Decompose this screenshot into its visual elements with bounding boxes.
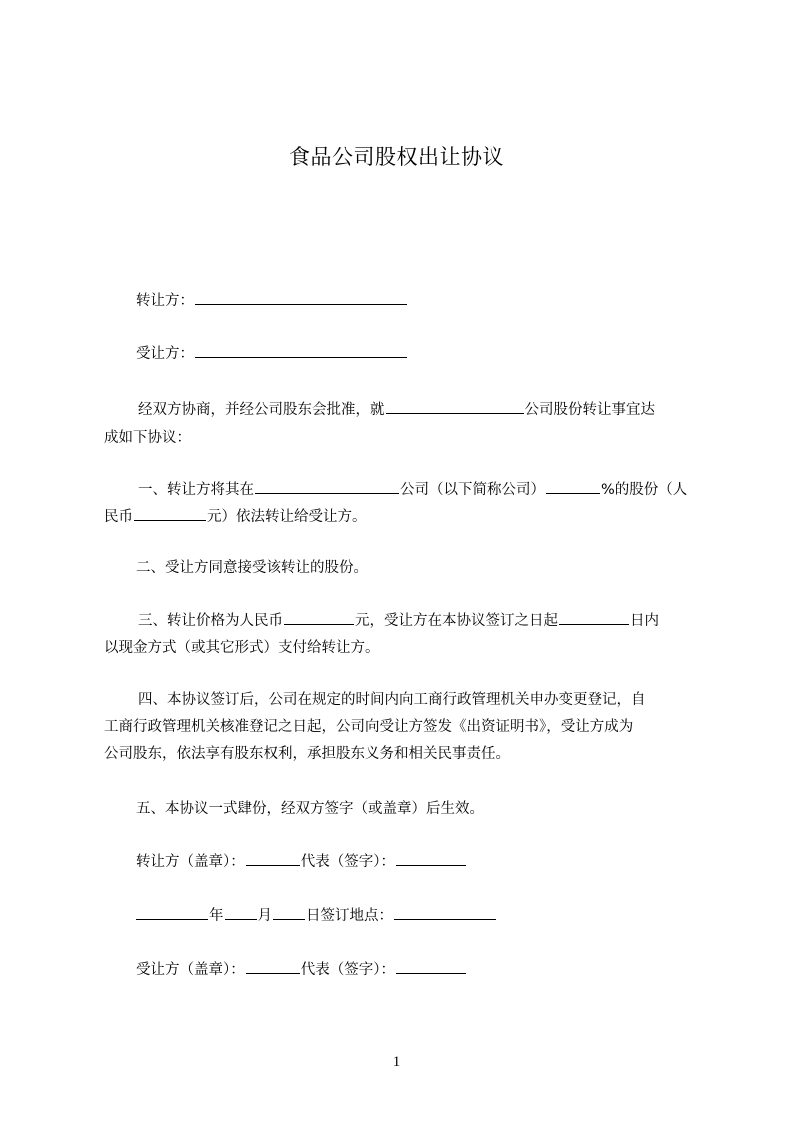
clause-1-text-c: %的股份（人 (601, 482, 688, 498)
clause-1-line-2 (104, 503, 704, 532)
transferee-rep-label: 代表（签字）： (300, 962, 395, 978)
month-label: 月 (257, 908, 272, 924)
transferor-label: 转让方： (136, 293, 194, 309)
intro-text-a: 经双方协商，并经公司股东会批准，就 (138, 402, 385, 418)
page-number: 1 (392, 1054, 401, 1070)
clause-1-percent-blank (546, 479, 600, 494)
clause-5-line (104, 795, 736, 824)
transferor-signature-line (104, 848, 736, 877)
clause-3-days-blank (559, 610, 629, 625)
transferee-blank (195, 343, 407, 358)
transferee-label: 受让方： (136, 346, 194, 362)
clause-4-text-a: 四、本协议签订后，公司在规定的时间内向工商行政管理机关申办变更登记，自 (138, 692, 646, 708)
clause-4-line-3 (104, 740, 704, 769)
clause-1-text-b: 公司（以下简称公司） (400, 482, 545, 498)
transferee-signature-line (104, 956, 736, 985)
intro-text-b: 公司股份转让事宜达 (524, 402, 655, 418)
clause-2-line (104, 554, 736, 583)
year-blank (136, 905, 208, 920)
clause-4-text-c: 公司股东，依法享有股东权利，承担股东义务和相关民事责任。 (104, 746, 510, 762)
clause-5-text: 五、本协议一式肆份，经双方签字（或盖章）后生效。 (136, 801, 484, 817)
clause-4-line-1 (104, 686, 738, 715)
transferor-seal-blank (246, 851, 300, 866)
page-title: 食品公司股权出让协议 (289, 145, 504, 169)
intro-line-2 (104, 424, 704, 453)
transferee-seal-label: 受让方（盖章）： (136, 962, 245, 978)
day-blank (273, 905, 305, 920)
clause-4-line-2 (104, 713, 704, 742)
intro-text-c: 成如下协议： (104, 430, 191, 446)
transferee-seal-blank (246, 959, 300, 974)
month-blank (225, 905, 257, 920)
transferor-line (104, 287, 736, 316)
clause-3-text-a: 三、转让价格为人民币 (138, 613, 283, 629)
clause-3-price-blank (284, 610, 354, 625)
transferee-line (104, 340, 736, 369)
clause-3-text-d: 以现金方式（或其它形式）支付给转让方。 (104, 640, 380, 656)
intro-company-blank (386, 399, 524, 414)
transferor-blank (195, 290, 407, 305)
clause-1-text-e: 元）依法转让给受让方。 (207, 509, 367, 525)
clause-4-text-b: 工商行政管理机关核准登记之日起，公司向受让方签发《出资证明书》，受让方成为 (104, 719, 634, 735)
clause-3-line-2 (104, 634, 704, 663)
transferor-rep-label: 代表（签字）： (300, 854, 395, 870)
clause-1-text-a: 一、转让方将其在 (138, 482, 254, 498)
transferee-rep-blank (396, 959, 466, 974)
year-label: 年 (209, 908, 224, 924)
transferor-rep-blank (396, 851, 466, 866)
clause-3-text-b: 元，受让方在本协议签订之日起 (355, 613, 558, 629)
date-place-line (104, 902, 736, 931)
clause-1-line-1 (104, 476, 738, 505)
clause-3-line-1 (104, 607, 738, 636)
transferor-seal-label: 转让方（盖章）： (136, 854, 245, 870)
clause-1-amount-blank (134, 506, 206, 521)
day-place-label: 日签订地点： (306, 908, 393, 924)
clause-1-text-d: 民币 (104, 509, 133, 525)
intro-line-1 (104, 396, 738, 425)
place-blank (394, 905, 496, 920)
clause-3-text-c: 日内 (630, 613, 659, 629)
clause-2-text: 二、受让方同意接受该转让的股份。 (136, 560, 368, 576)
clause-1-company-blank (255, 479, 399, 494)
